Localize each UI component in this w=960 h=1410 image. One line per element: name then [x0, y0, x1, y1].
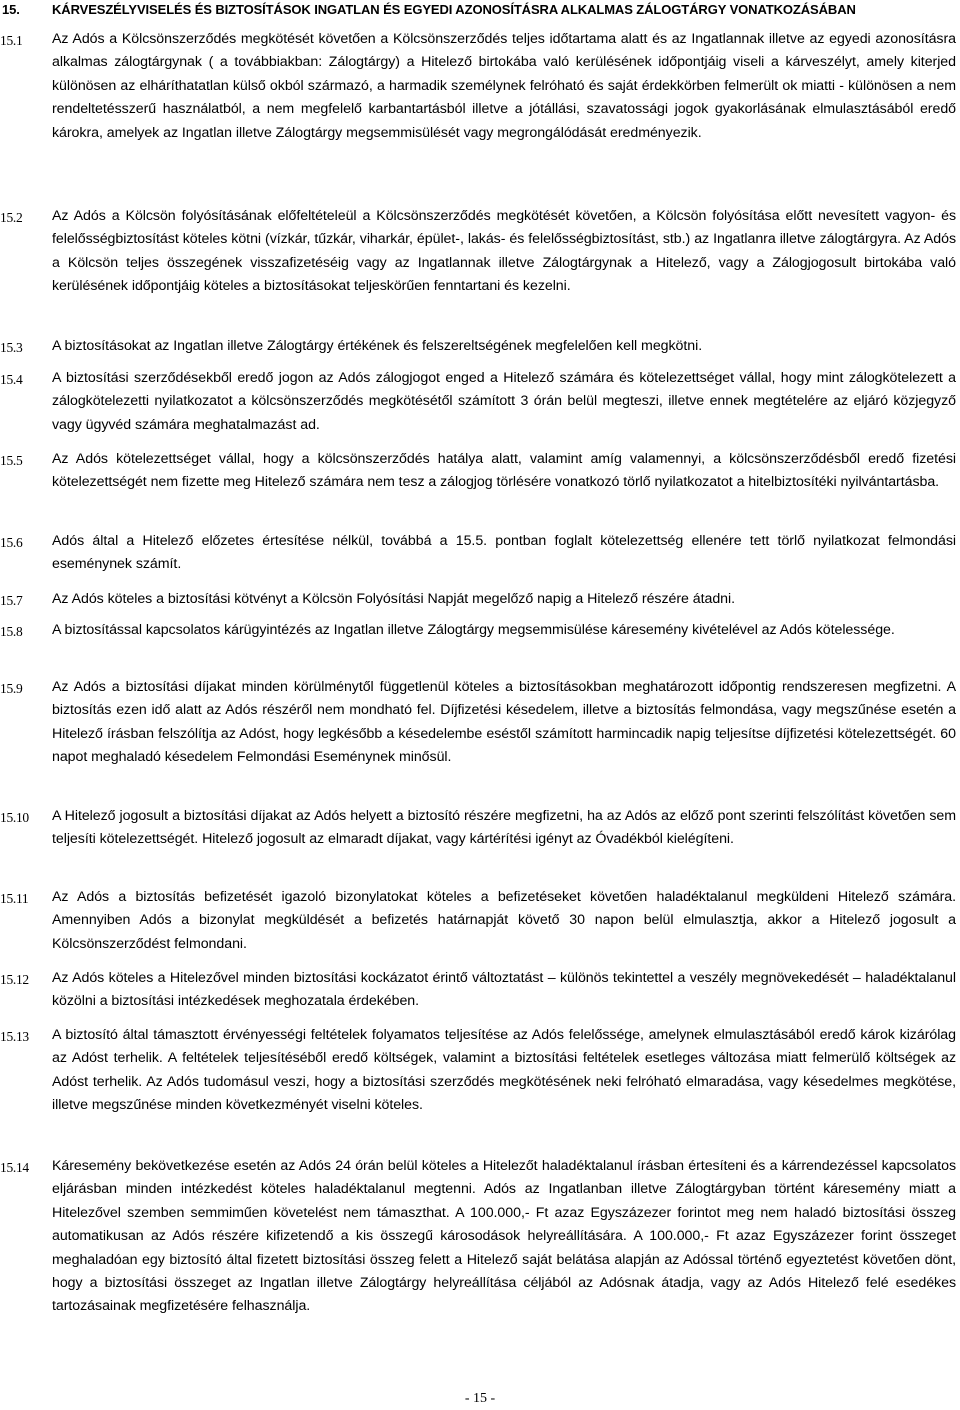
clause-text: Az Adós a Kölcsönszerződés megkötését követően a Kölcsönszerződés teljes időtartama alatt és az Ingatlannak illetve az egyedi azonosításra alkalmas zálogtárgynak ( a továbbiakban: Zálogtárgy) a Hitelező birtokába való kerülésének időpontjáig viseli a kárveszélyt, amely kiterjed különösen az elháríthatatlan külső okból származó, a harmadik személynek felróható és saját érdekkörben felmerült ok miatti - különösen a nem rendeltetésszerű használatból, a nem megfelelő karbantartásból illetve a jótállási, szavatossági jogok gyakorlásának elmulasztásából eredő károkra, amelyek az Ingatlan illetve Zálogtárgy megsemmisülését vagy megrongálódását eredményezik.: [52, 31, 956, 141]
clause-number: 15.9: [0, 681, 23, 696]
clause-number: 15.1: [0, 33, 23, 48]
clause-number: 15.11: [0, 891, 29, 906]
section-number: 15.: [2, 2, 20, 17]
clause-number: 15.14: [0, 1160, 29, 1175]
clause-number: 15.3: [0, 340, 23, 355]
clause-text: Az Adós köteles a biztosítási kötvényt a Kölcsön Folyósítási Napját megelőző napig a Hitelező részére átadni.: [52, 591, 736, 607]
clause-text: A biztosításokat az Ingatlan illetve Zálogtárgy értékének és felszereltségének megfelelően kell megkötni.: [52, 338, 703, 354]
page-number: - 15 -: [464, 1391, 496, 1406]
clause-text: A biztosító által támasztott érvényességi feltételek folyamatos teljesítése az Adós felelőssége, amelynek elmulasztásából eredő károk kizárólag az Adóst terhelik. A feltételek teljesítéséből eredő költségek, valamint a biztosítási feltételek esetleges változása miatt felmerülő költségek az Adóst terhelik. Az Adós tudomásul veszi, hogy a biztosítási szerződés megkötésének neki felróható elmaradása, vagy késedelmes megkötése, illetve megszűnése minden következményét viselni köteles.: [52, 1027, 956, 1114]
clause-text: Az Adós kötelezettséget vállal, hogy a kölcsönszerződés hatálya alatt, valamint amíg valamennyi, a kölcsönszerződésből eredő fizetési kötelezettségét nem fizette meg Hitelező számára nem tesz a zálogjog törlésére vonatkozó törlő nyilatkozatot a hitelbiztosítéki nyilvántartásba.: [52, 451, 956, 491]
clause-number: 15.4: [0, 372, 23, 387]
clause-text: Az Adós a Kölcsön folyósításának előfeltételeül a Kölcsönszerződés megkötését követően, a Kölcsön folyósítása előtt nevesített vagyon- és felelősségbiztosítást köteles kötni (vízkár, tűzkár, viharkár, épület-, lakás- és felelősségbiztosítást, stb.) az Ingatlanra illetve zálogtárgyra. Az Adós a Kölcsön teljes összegének visszafizetéséig vagy az Ingatlannak illetve Zálogtárgynak a Hitelező, vagy a Zálogjogosult birtokába való kerülésének időpontjáig köteles a biztosításokat teljeskörűen fenntartani és kezelni.: [52, 208, 956, 295]
clause-number: 15.13: [0, 1029, 29, 1044]
clause-text: Az Adós a biztosítás befizetését igazoló bizonylatokat köteles a befizetéseket követően haladéktalanul megküldeni Hitelező számára. Amennyiben Adós a bizonylat megküldését a befizetés határnapját követő 30 napon belül elmulasztja, akkor a Hitelező jogosult a Kölcsönszerződést felmondani.: [52, 889, 956, 952]
section-title: KÁRVESZÉLYVISELÉS ÉS BIZTOSÍTÁSOK INGATLAN ÉS EGYEDI AZONOSÍTÁSRA ALKALMAS ZÁLOGTÁRGY VONATKOZÁSÁBAN: [52, 2, 856, 17]
clause-text: A biztosítási szerződésekből eredő jogon az Adós zálogjogot enged a Hitelező számára és kötelezettséget vállal, hogy mint zálogkötelezett a zálogkötelezetti nyilatkozatot a kölcsönszerződés megkötésétől számított 3 órán belül megteszi, illetve ennek megtételére az eljáró közjegyző vagy ügyvéd számára meghatalmazást ad.: [52, 370, 956, 433]
clause-number: 15.12: [0, 972, 29, 987]
clause-text: A biztosítással kapcsolatos kárügyintézés az Ingatlan illetve Zálogtárgy megsemmisülése káresemény kivételével az Adós kötelessége.: [52, 622, 895, 638]
clause-text: Az Adós köteles a Hitelezővel minden biztosítási kockázatot érintő változtatást – különös tekintettel a veszély megnövekedését – haladéktalanul közölni a biztosítási intézkedések meghozatala érdekében.: [52, 970, 956, 1010]
clause-text: Az Adós a biztosítási díjakat minden körülménytől függetlenül köteles a biztosításokban meghatározott időpontig rendszeresen megfizetni. A biztosítás ezen idő alatt az Adós részéről nem mondható fel. Díjfizetési késedelem, illetve a biztosítás felmondása, vagy megszűnése esetén a Hitelező írásban felszólítja az Adóst, hogy legkésőbb a késedelembe eséstől számított harmincadik napig teljesítse díjfizetési kötelezettségét. 60 napot meghaladó késedelem Felmondási Eseménynek minősül.: [52, 679, 956, 766]
section-heading: [0, 0, 960, 20]
clause-number: 15.7: [0, 593, 23, 608]
clause-number: 15.10: [0, 810, 29, 825]
clause-number: 15.5: [0, 453, 23, 468]
clause-number: 15.2: [0, 210, 23, 225]
clause-text: Káresemény bekövetkezése esetén az Adós 24 órán belül köteles a Hitelezőt haladéktalanul írásban értesíteni és a kárrendezéssel kapcsolatos eljárásban minden intézkedést köteles haladéktalanul megtenni. Adós az Ingatlanban illetve Zálogtárgyban történt káresemény miatt a Hitelezővel szemben semmiműen követelést nem támaszthat. A 100.000,- Ft azaz Egyszázezer forintot meg nem haladó biztosítási összeg automatikusan az Adós részére kifizetendő a kis összegű károsodások helyreállítására. A 100.000,- Ft azaz Egyszázezer forint összeget meghaladóan egy biztosító által fizetett biztosítási összeg felett a Hitelező saját belátása alapján az Adóssal történő egyeztetést követően dönt, hogy a biztosítási összeget az Ingatlan illetve Zálogtárgy helyreállítása céljából az Adósnak átadja, vagy az Adós Hitelező felé esedékes tartozásainak megfizetésére felhasználja.: [52, 1158, 956, 1315]
clause-number: 15.6: [0, 535, 23, 550]
clause-text: A Hitelező jogosult a biztosítási díjakat az Adós helyett a biztosító részére megfizetni, ha az Adós az előző pont szerinti felszólítást követően sem teljesíti kötelezettségét. Hitelező jogosult az elmaradt díjakat, vagy kártérítési igényt az Óvadékból kielégíteni.: [52, 808, 956, 848]
clause-text: Adós által a Hitelező előzetes értesítése nélkül, továbbá a 15.5. pontban foglalt kötelezettség ellenére tett törlő nyilatkozat felmondási eseménynek számít.: [52, 533, 956, 573]
clause-number: 15.8: [0, 624, 23, 639]
